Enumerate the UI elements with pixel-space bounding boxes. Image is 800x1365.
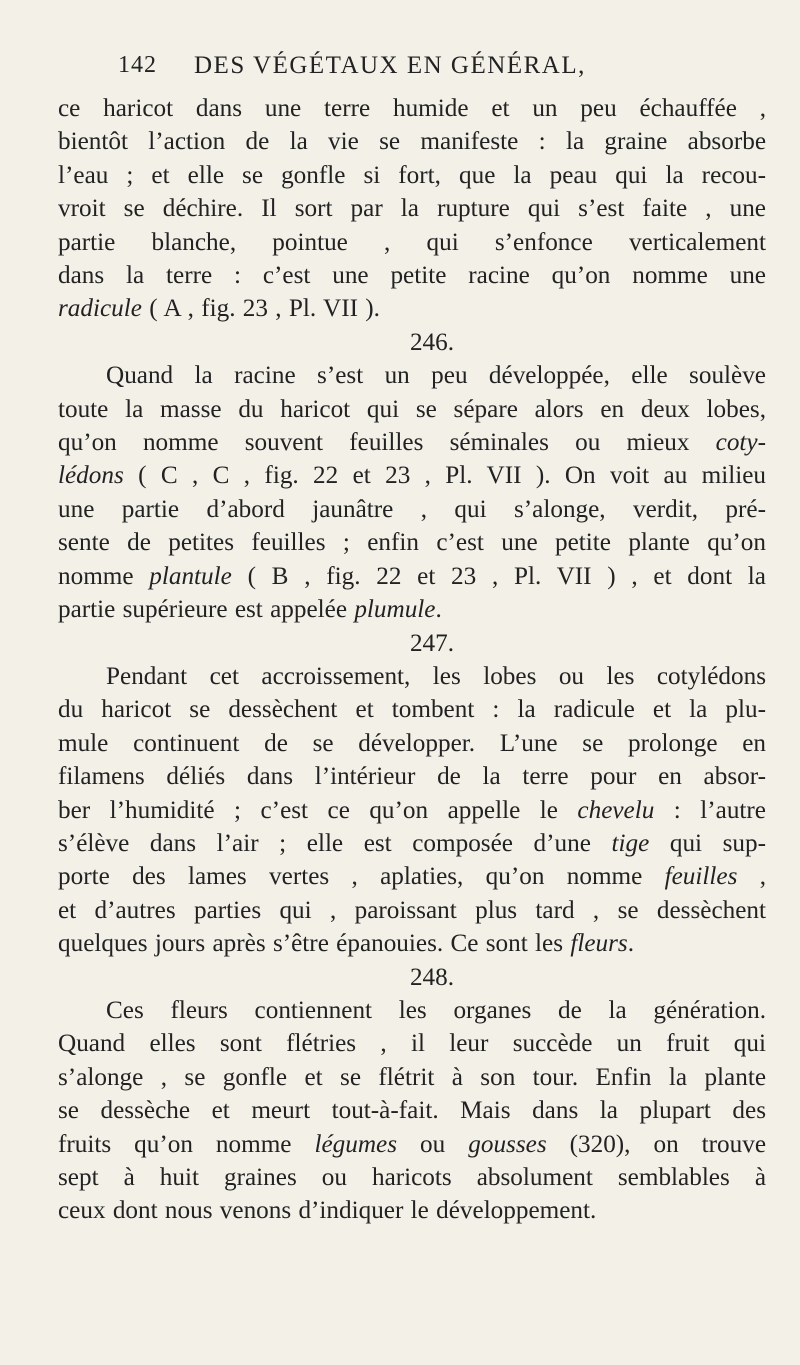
text-line <box>58 292 766 325</box>
text-run: . <box>435 596 442 624</box>
text-run: ( A , fig. 23 , Pl. VII ). <box>141 295 380 323</box>
text-line <box>58 560 766 593</box>
text-line: une partie d’abord jaunâtre , qui s’alonge, verdit, pré- <box>58 495 766 523</box>
italic-term: tige <box>611 829 650 857</box>
text-run: quelques jours après s’être épanouies. Ce sont les <box>58 930 571 958</box>
italic-term: plantule <box>149 562 232 590</box>
italic-term: chevelu <box>577 796 655 824</box>
text-run: qu’on nomme souvent feuilles séminales ou mieux <box>58 429 716 457</box>
text-run: ( C , C , fig. 22 et 23 , Pl. VII ). On voit au milieu <box>123 462 766 490</box>
running-title: DES VÉGÉTAUX EN GÉNÉRAL, <box>194 52 586 79</box>
italic-term: coty- <box>715 429 766 457</box>
italic-term: radicule <box>58 295 142 323</box>
paragraph-2 <box>58 359 766 626</box>
paragraph-1 <box>58 92 766 326</box>
italic-term: feuilles <box>664 863 738 891</box>
text-run: qui sup- <box>649 829 766 857</box>
text-line: l’eau ; et elle se gonfle si fort, que la peau qui la recou- <box>58 161 766 189</box>
text-line: et d’autres parties qui , paroissant plus tard , se dessèchent <box>58 896 766 924</box>
page-number: 142 <box>118 52 157 78</box>
italic-term: gousses <box>468 1130 547 1158</box>
text-run: fruits qu’on nomme <box>58 1130 315 1158</box>
section-number: 248. <box>409 963 455 991</box>
text-run: partie supérieure est appelée <box>58 596 355 624</box>
text-run: ber l’humidité ; c’est ce qu’on appelle le <box>58 796 578 824</box>
body-text <box>58 92 766 1228</box>
text-line: partie blanche, pointue , qui s’enfonce verticalement <box>58 228 766 256</box>
text-line <box>58 593 766 626</box>
text-line: se dessèche et meurt tout-à-fait. Mais dans la plupart des <box>58 1097 766 1125</box>
text-line: ceux dont nous venons d’indiquer le développement. <box>58 1197 597 1225</box>
text-line <box>58 794 766 827</box>
text-run: : l’autre <box>654 796 766 824</box>
paragraph-4 <box>58 994 766 1228</box>
italic-term: légumes <box>314 1130 398 1158</box>
text-run: , <box>737 863 766 891</box>
italic-term: plumule <box>354 596 436 624</box>
text-line: du haricot se dessèchent et tombent : la radicule et la plu- <box>58 696 766 724</box>
text-line: bientôt l’action de la vie se manifeste : la graine absorbe <box>58 128 766 156</box>
text-run: nomme <box>58 562 150 590</box>
text-line: Ces fleurs contiennent les organes de la génération. <box>106 996 766 1024</box>
text-line: filamens déliés dans l’intérieur de la terre pour en absor- <box>58 763 766 791</box>
text-line <box>58 1128 766 1161</box>
text-run: s’élève dans l’air ; elle est composée d’une <box>58 829 612 857</box>
text-line: vroit se déchire. Il sort par la rupture qui s’est faite , une <box>58 195 766 223</box>
page-header <box>58 52 766 92</box>
text-line: dans la terre : c’est une petite racine qu’on nomme une <box>58 262 766 290</box>
text-line: ce haricot dans une terre humide et un peu échauffée , <box>58 95 766 122</box>
text-line: sente de petites feuilles ; enfin c’est une petite plante qu’on <box>58 529 766 557</box>
paragraph-3 <box>58 660 766 961</box>
text-run: ( B , fig. 22 et 23 , Pl. VII ) , et dont la <box>231 562 766 590</box>
text-run: . <box>627 930 634 958</box>
text-run: porte des lames vertes , aplaties, qu’on nomme <box>58 863 665 891</box>
text-line: sept à huit graines ou haricots absolument semblables à <box>58 1164 766 1191</box>
text-line <box>58 426 766 459</box>
text-line: Quand elles sont flétries , il leur succède un fruit qui <box>58 1030 766 1058</box>
section-number: 247. <box>409 629 455 657</box>
text-line: mule continuent de se développer. L’une se prolonge en <box>58 729 766 757</box>
text-line: Pendant cet accroissement, les lobes ou les cotylédons <box>106 662 766 690</box>
text-line <box>58 927 766 960</box>
section-number: 246. <box>409 328 455 356</box>
text-run: (320), on trouve <box>546 1130 767 1158</box>
text-line <box>58 827 766 860</box>
text-line <box>58 860 766 893</box>
text-line <box>58 459 766 492</box>
text-line: Quand la racine s’est un peu développée, elle soulève <box>106 362 766 390</box>
italic-term: lédons <box>58 462 124 490</box>
italic-term: fleurs <box>570 930 628 958</box>
text-line: s’alonge , se gonfle et se flétrit à son tour. Enfin la plante <box>58 1063 766 1091</box>
text-line: toute la masse du haricot qui se sépare alors en deux lobes, <box>58 395 766 423</box>
text-run: ou <box>397 1130 469 1158</box>
